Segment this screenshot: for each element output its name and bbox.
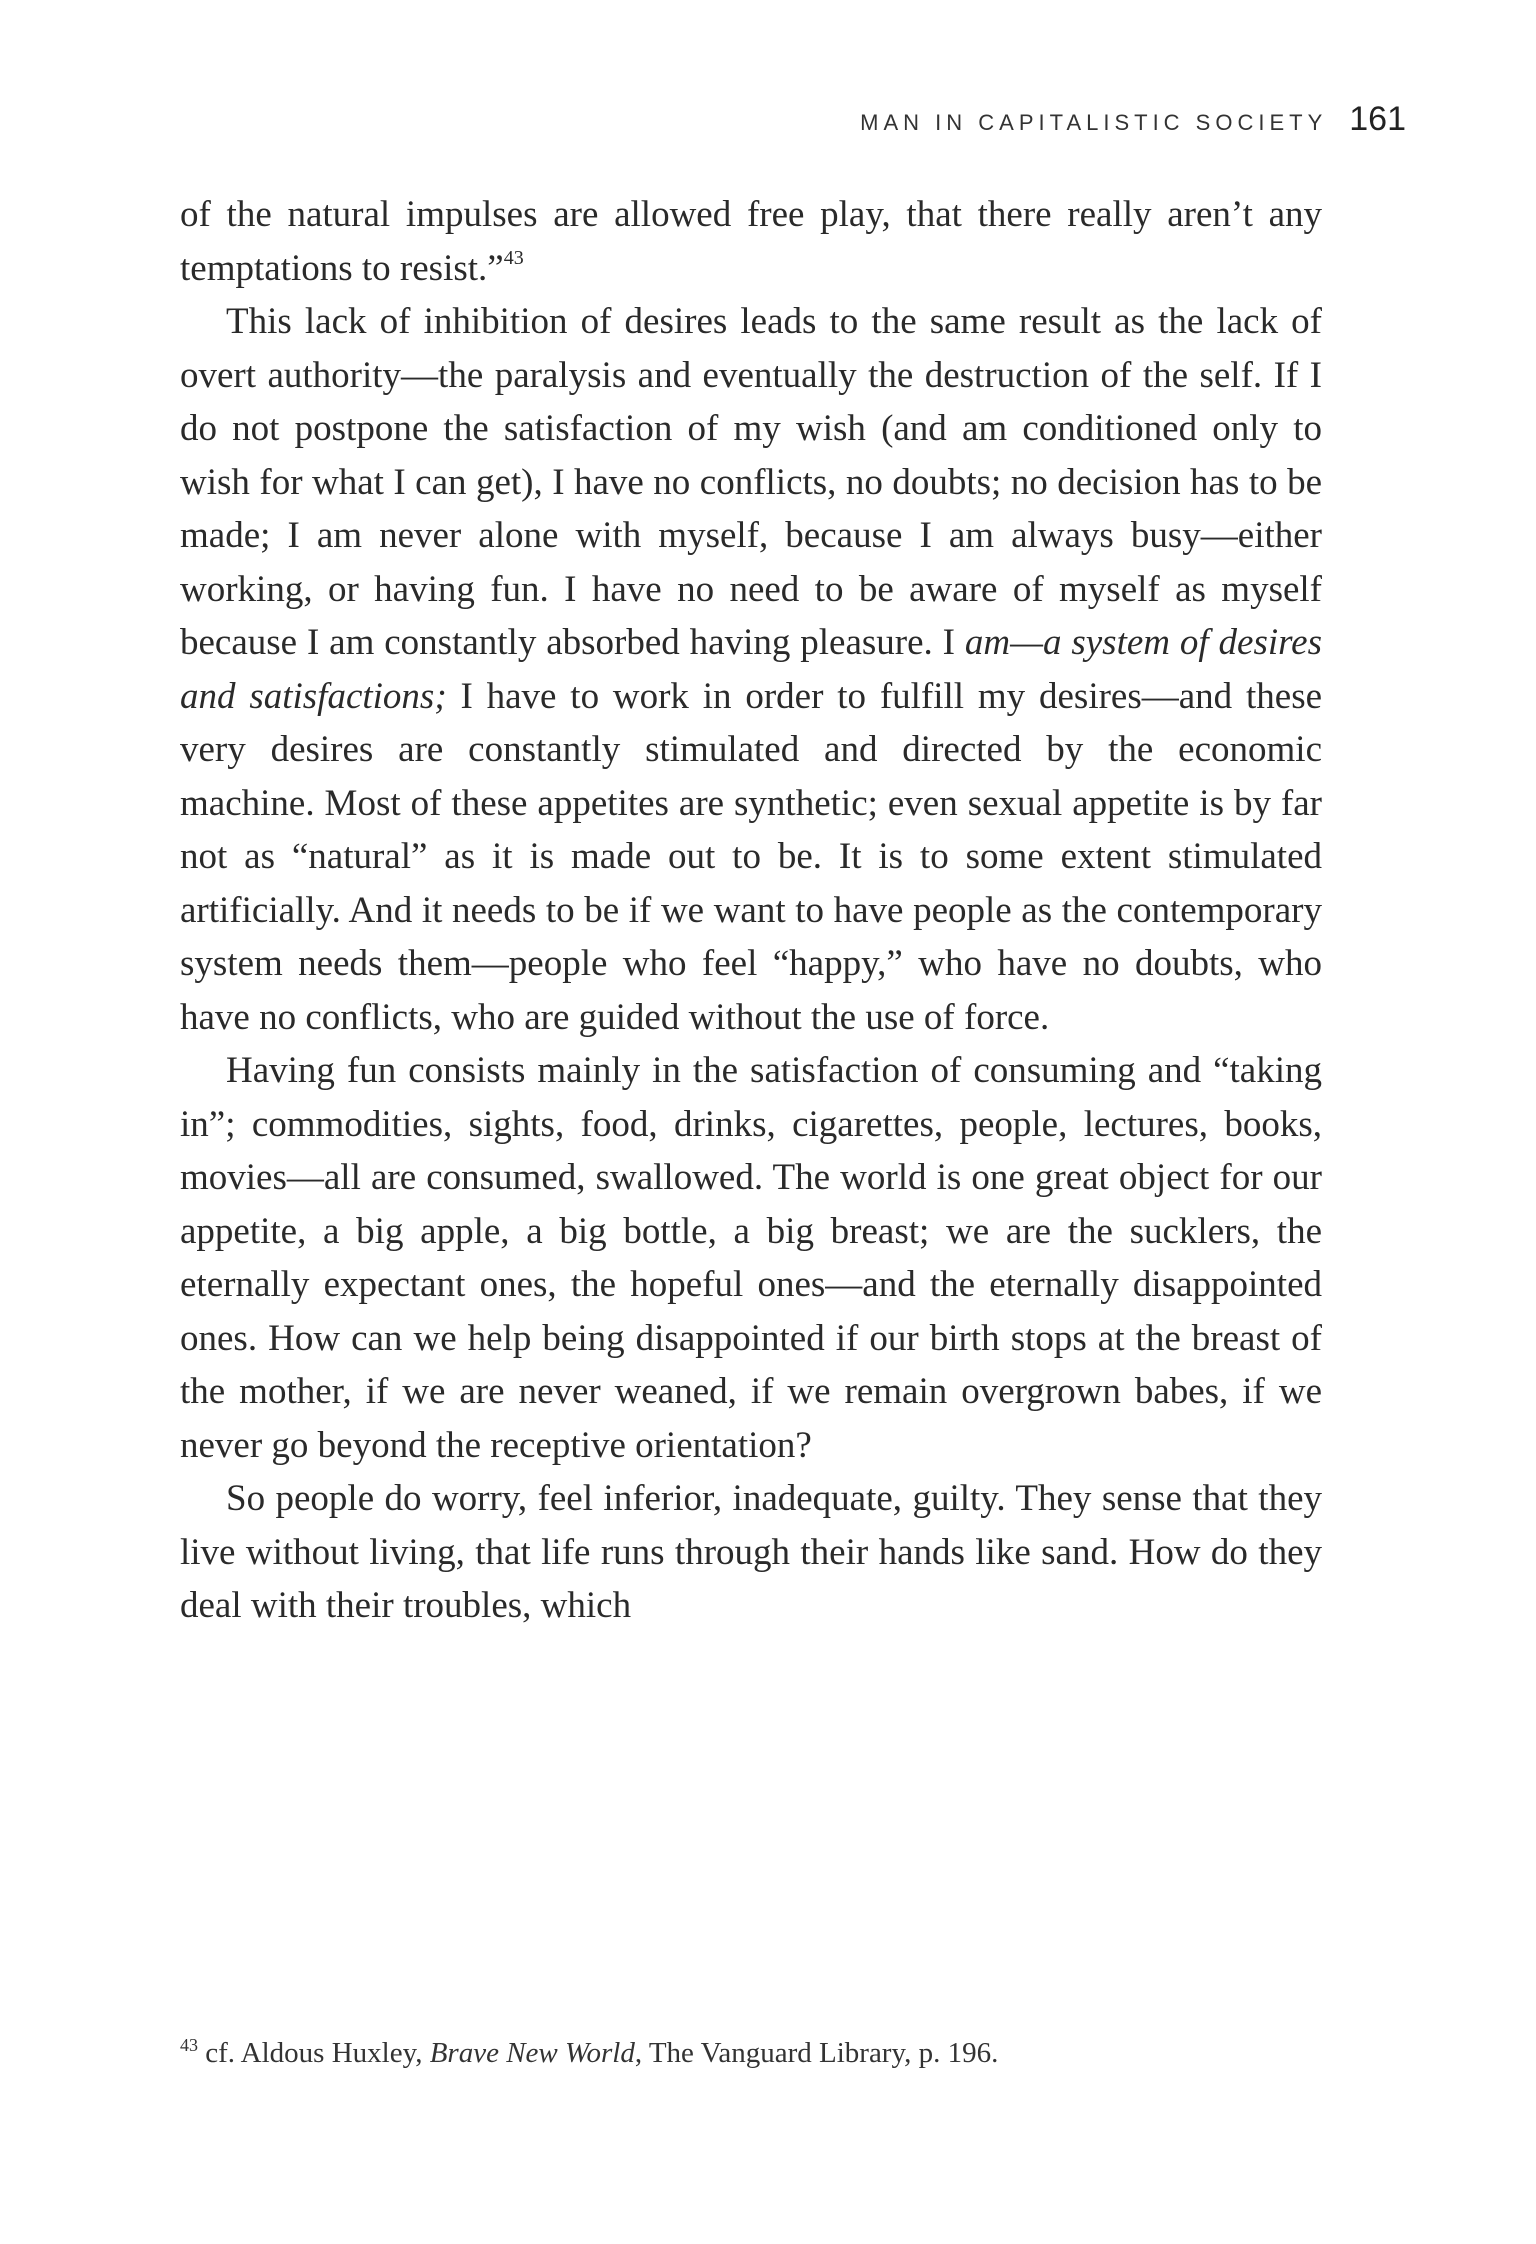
footnote-number: 43 bbox=[180, 2035, 198, 2055]
running-head bbox=[860, 100, 1406, 139]
page-number: 161 bbox=[1349, 100, 1406, 138]
body-text bbox=[180, 188, 1322, 1633]
running-title: MAN IN CAPITALISTIC SOCIETY bbox=[860, 110, 1328, 135]
footnote-prefix: cf. Aldous Huxley, bbox=[198, 2037, 430, 2069]
footnote-book-title: Brave New World bbox=[429, 2037, 635, 2069]
paragraph-3: Having fun consists mainly in the satisfaction of consuming and “taking in”; commodities, sights, food, drinks, cigarettes, people, lectures, books, movies—all are consumed, swallowed. The world is one great object for our appetite, a big apple, a big bottle, a big breast; we are the sucklers, the eternally expectant ones, the hopeful ones—and the eternally disappointed ones. How can we help being disappointed if our birth stops at the breast of the mother, if we are never weaned, if we remain overgrown babes, if we never go beyond the receptive orientation? bbox=[180, 1050, 1322, 1466]
paragraph-2-part-1: This lack of inhibition of desires leads to the same result as the lack of overt authority—the paralysis and eventually the destruction of the self. If I do not postpone the satisfaction of my wish (and am conditioned only to wish for what I can get), I have no conflicts, no doubts; no decision has to be made; I am never alone with myself, because I am always busy—either working, or having fun. I have no need to be aware of myself as myself because I am constantly absorbed having pleasure. I bbox=[180, 301, 1322, 663]
paragraph-2-part-2: I have to work in order to fulfill my desires—and these very desires are constantly stimulated and directed by the economic machine. Most of these appetites are synthetic; even sexual appetite is by far not as “natural” as it is made out to be. It is to some extent stimulated artificially. And it needs to be if we want to have people as the contemporary system needs them—people who feel “happy,” who have no doubts, who have no conflicts, who are guided without the use of force. bbox=[180, 675, 1323, 1038]
paragraph-2 bbox=[180, 295, 1322, 1044]
paragraph-1 bbox=[180, 188, 1322, 295]
footnote-suffix: , The Vanguard Library, p. 196. bbox=[634, 2037, 999, 2069]
paragraph-2-emphasis: am—a system of desires and satisfactions; bbox=[180, 622, 1322, 717]
footnote-reference: 43 bbox=[503, 246, 524, 269]
paragraph-1-text: of the natural impulses are allowed free play, that there really aren’t any temptations to resist.” bbox=[180, 194, 1322, 289]
footnote bbox=[180, 2034, 1322, 2072]
paragraph-4: So people do worry, feel inferior, inadequate, guilty. They sense that they live without living, that life runs through their hands like sand. How do they deal with their troubles, which bbox=[180, 1478, 1322, 1626]
